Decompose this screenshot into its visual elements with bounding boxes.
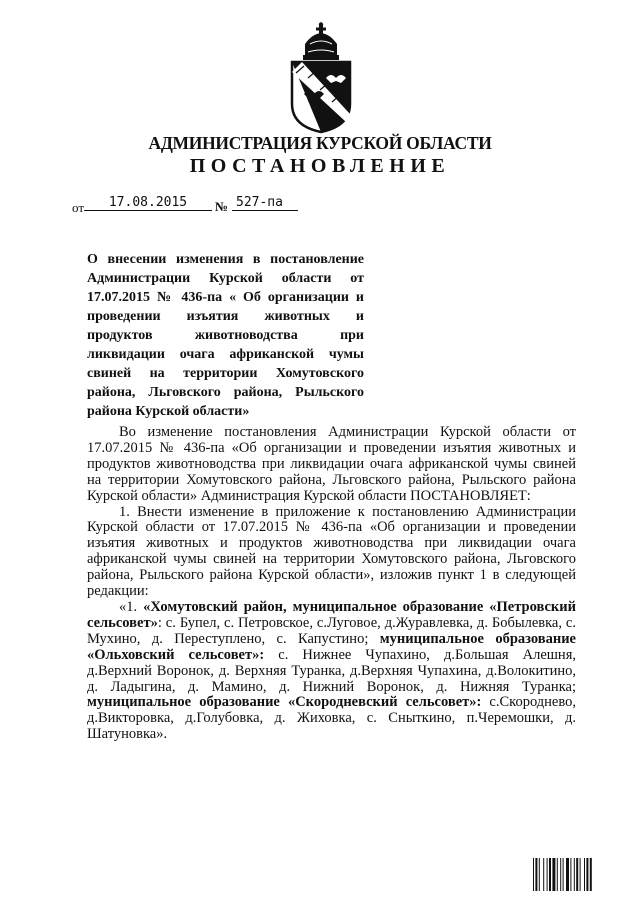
document-number: 527-па xyxy=(232,195,298,211)
olkhovsky-council-heading: муниципальное образование «Ольховский сельсовет»: xyxy=(87,630,576,663)
intro-paragraph: Во изменение постановления Администрации Курской области от 17.07.2015 № 436-па «Об организации и проведении изъятия животных и продуктов животноводства при ликвидации очага африканской чумы свиней на территории Хомутовского района, Льговского района, Рыльского района Курской области» Администрация Курской области ПОСТАНОВЛЯЕТ: xyxy=(87,424,576,504)
document-body xyxy=(87,425,576,743)
document-date: 17.08.2015 xyxy=(84,195,212,211)
quoted-item-paragraph xyxy=(87,600,576,743)
date-prefix-label: от xyxy=(72,200,85,215)
document-type-title: ПОСТАНОВЛЕНИЕ xyxy=(189,155,451,177)
item-1-paragraph: 1. Внести изменение в приложение к постановлению Администрации Курской области от 17.07.2015 № 436-па «Об организации и проведении изъятия животных и продуктов животноводства при ликвидации очага африканской чумы свиней на территории Хомутовского района, Льговского района, Рыльского района Курской области», изложив пункт 1 в следующей редакции: xyxy=(87,503,576,600)
document-subject-heading: О внесении изменения в постановление Администрации Курской области от 17.07.2015 № 436-па « Об организации и проведении изъятия животных и продуктов животноводства при ликвидации очага африканской чумы свиней на территории Хомутовского района, Льговского района, Рыльского района Курской области» xyxy=(87,252,364,419)
skorodnevsky-settlements: с.Скороднево, д.Викторовка, д.Голубовка, д. Жиховка, с. Сныткино, п.Черемошки, д. Шатуновка». xyxy=(87,694,576,743)
skorodnevsky-council-heading: муниципальное образование «Скородневский сельсовет»: xyxy=(87,694,482,711)
number-sign-label: № xyxy=(215,199,229,214)
olkhovsky-settlements: с. Нижнее Чупахино, д.Большая Алешня, д.Верхний Воронок, д. Верхняя Туранка, д.Верхняя Чупахина, д.Волокитино, д. Ладыгина, д. Мамино, д. Нижний Воронок, д. Нижняя Туранка; xyxy=(87,646,576,695)
barcode-image xyxy=(533,858,623,891)
coat-of-arms-emblem xyxy=(288,22,354,134)
petrovsky-council-heading: «Хомутовский район, муниципальное образование «Петровский сельсовет» xyxy=(87,598,576,631)
organization-name: АДМИНИСТРАЦИЯ КУРСКОЙ ОБЛАСТИ xyxy=(148,133,492,153)
quote-start: «1. xyxy=(119,598,144,615)
petrovsky-settlements: : с. Бупел, с. Петровское, с.Луговое, д.Журавлевка, д. Бобылевка, с. Мухино, д. Переступлено, с. Капустино; xyxy=(87,614,576,647)
